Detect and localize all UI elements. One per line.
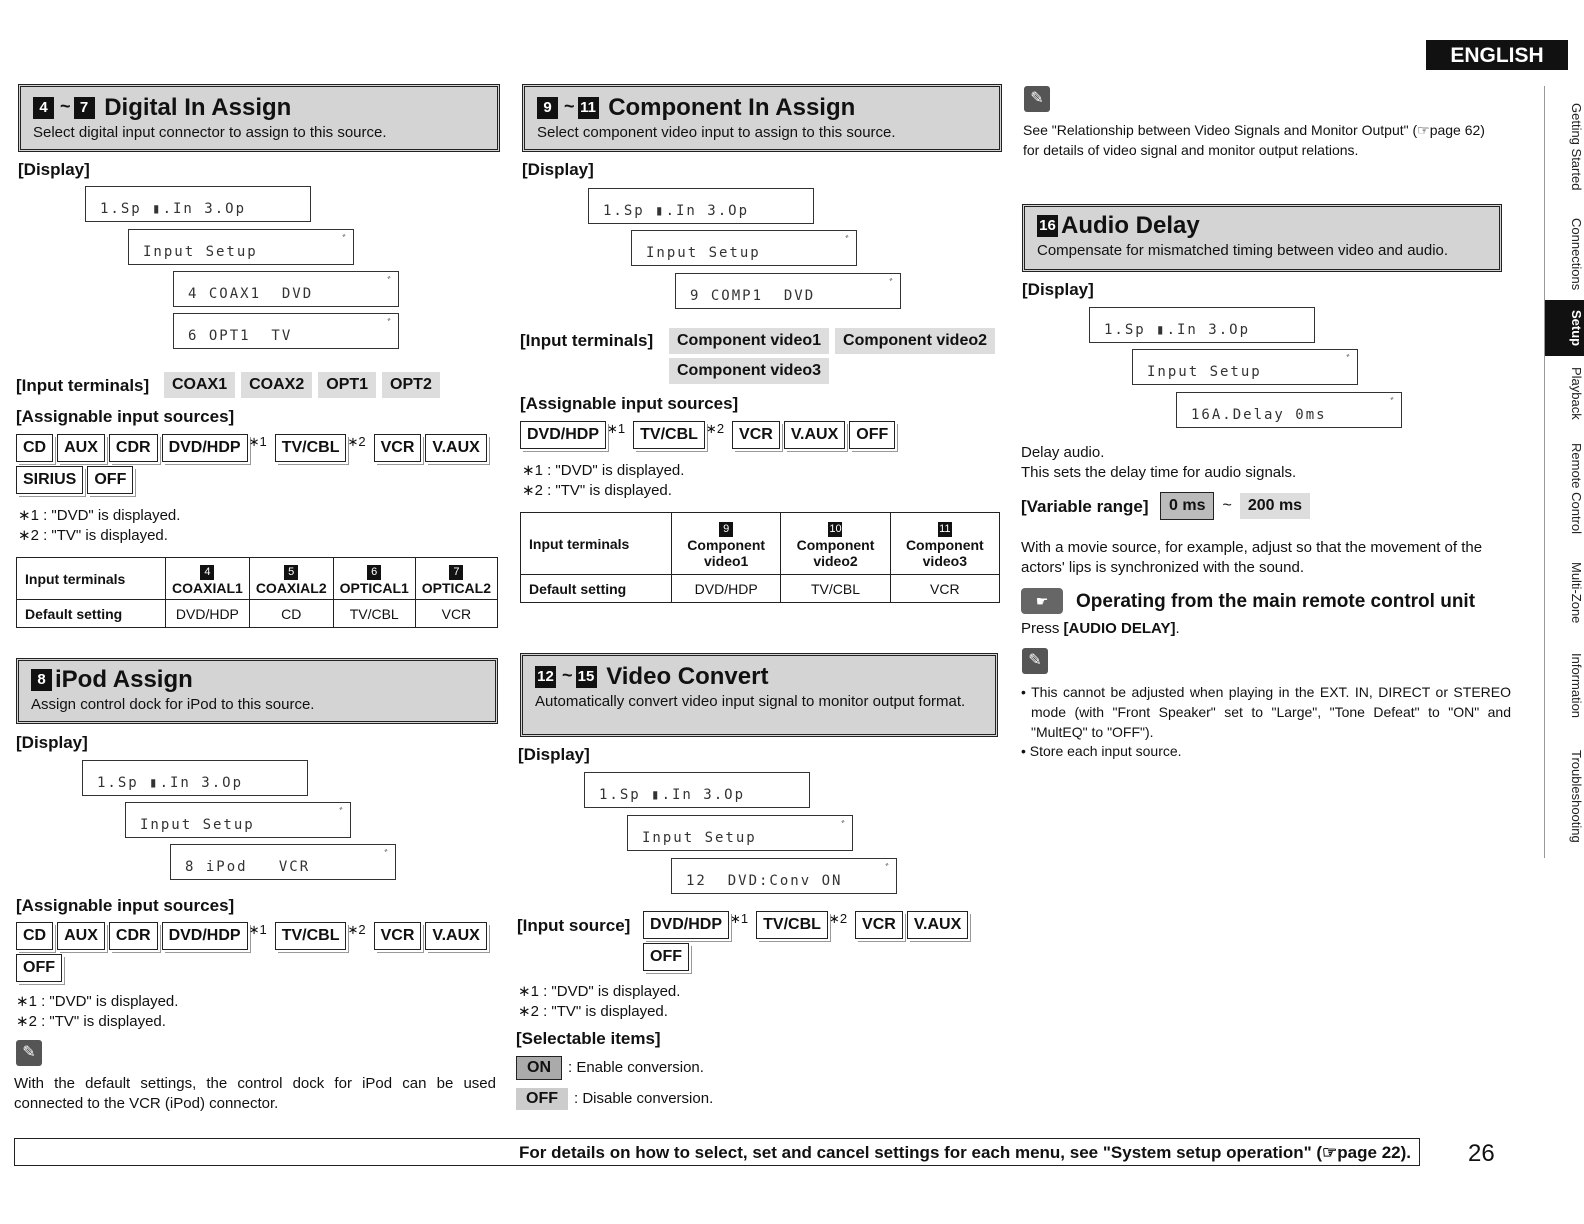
- range-min: 0 ms: [1160, 492, 1214, 520]
- source-vcr: VCR: [732, 421, 780, 449]
- page-number: 26: [1468, 1140, 1495, 1167]
- lcd-line-4: [173, 313, 399, 349]
- digital-terminals: [164, 372, 446, 398]
- step-number: 12: [535, 666, 556, 688]
- item-on-desc: : Enable conversion.: [568, 1059, 704, 1076]
- cursor-icon: ﾞ: [386, 317, 393, 331]
- display-label: [Display]: [18, 160, 90, 179]
- assignable-sources-label: [Assignable input sources]: [16, 896, 235, 915]
- lcd-text: 6 OPT1 TV: [188, 328, 293, 344]
- footnote-2: ∗2 : "TV" is displayed.: [518, 1003, 668, 1020]
- source-cd: CD: [16, 434, 53, 462]
- lcd-text: Input Setup: [646, 245, 761, 261]
- side-tab-information[interactable]: Information: [1544, 638, 1584, 734]
- footnote-1: ∗1 : "DVD" is displayed.: [18, 507, 181, 524]
- source-cdr: CDR: [109, 434, 158, 462]
- side-tab-playback[interactable]: Playback: [1544, 356, 1584, 430]
- video-convert-sources-row1: DVD/HDP ∗1 TV/CBL ∗2 VCR V.AUX: [643, 911, 968, 939]
- range-max: 200 ms: [1240, 493, 1310, 519]
- item-off-row: [516, 1088, 713, 1110]
- display-label: [Display]: [522, 160, 594, 179]
- footnote-2: ∗2 : "TV" is displayed.: [522, 482, 672, 499]
- audio-delay-subtitle: Compensate for mismatched timing between video and audio.: [1037, 242, 1449, 259]
- bullet-note-2: • Store each input source.: [1021, 743, 1182, 759]
- table-cell: 9 Component video1: [672, 513, 781, 575]
- section-title: [31, 665, 483, 695]
- lcd-text: Input Setup: [140, 817, 255, 833]
- terminal-opt2: OPT2: [382, 372, 440, 398]
- display-label: [Display]: [16, 733, 88, 752]
- table-cell: 7 OPTICAL2: [415, 558, 497, 600]
- section-title: 12 ~ 15 Video Convert: [535, 660, 983, 692]
- cursor-icon: ﾞ: [888, 277, 895, 291]
- movie-note: With a movie source, for example, adjust so that the movement of the actors' lips is synchronized with the sound.: [1021, 539, 1483, 576]
- ipod-footnote: With the default settings, the control dock for iPod can be used connected to the VCR (iPod) connector.: [14, 1075, 496, 1112]
- cursor-icon: ﾞ: [341, 233, 348, 247]
- lcd-text: Input Setup: [1147, 364, 1262, 380]
- footnote-1: ∗1 : "DVD" is displayed.: [16, 993, 179, 1010]
- video-convert-sources-row2: [643, 943, 689, 971]
- lcd-text: 12 DVD:Conv ON: [686, 873, 843, 889]
- ipod-sources-row1: CD AUX CDR DVD/HDP ∗1 TV/CBL ∗2 VCR V.AUX: [16, 922, 487, 950]
- audio-delay-section: [1022, 204, 1502, 272]
- audio-delay-key: [AUDIO DELAY]: [1063, 620, 1176, 637]
- footnote-2: ∗2 : "TV" is displayed.: [18, 527, 168, 544]
- item-on: ON: [516, 1056, 562, 1080]
- step-number: 8: [31, 669, 52, 691]
- item-off: OFF: [516, 1088, 568, 1110]
- source-vcr: VCR: [855, 911, 903, 939]
- audio-delay-title: Audio Delay: [1061, 212, 1200, 239]
- variable-range: [1160, 492, 1316, 520]
- source-vaux: V.AUX: [907, 911, 968, 939]
- lcd-text: Input Setup: [143, 244, 258, 260]
- ipod-assign-section: [16, 658, 498, 724]
- lcd-line-2: [631, 230, 857, 266]
- source-cdr: CDR: [109, 922, 158, 950]
- source-dvd-hdp: DVD/HDP: [162, 922, 248, 950]
- digital-title: Digital In Assign: [104, 94, 292, 121]
- lcd-line-1: 1.Sp ▮.In 3.Op: [82, 760, 308, 796]
- row-header: Default setting: [17, 600, 166, 628]
- item-off-desc: : Disable conversion.: [574, 1090, 714, 1107]
- table-cell: TV/CBL: [333, 600, 415, 628]
- section-title: 4 ~ 7 Digital In Assign: [33, 91, 485, 123]
- cursor-icon: ﾞ: [386, 275, 393, 289]
- component-in-assign-section: [522, 84, 1002, 152]
- input-terminals-label: [Input terminals]: [520, 331, 654, 350]
- lcd-line-3: [675, 273, 901, 309]
- side-tab-remote-control[interactable]: Remote Control: [1544, 430, 1584, 548]
- note-pencil-icon: ✎: [1024, 86, 1050, 112]
- step-number: 11: [578, 97, 599, 119]
- table-cell: DVD/HDP: [166, 600, 250, 628]
- bullet-text: Store each input source.: [1029, 743, 1182, 759]
- assignable-sources-label: [Assignable input sources]: [520, 394, 739, 413]
- terminal-opt1: OPT1: [318, 372, 376, 398]
- table-cell: VCR: [415, 600, 497, 628]
- source-vaux: V.AUX: [425, 434, 486, 462]
- footnote-1: ∗1 : "DVD" is displayed.: [522, 462, 685, 479]
- cursor-icon: ﾞ: [1345, 353, 1352, 367]
- video-convert-section: [520, 653, 998, 737]
- lcd-line-2: [128, 229, 354, 265]
- component-subtitle: Select component video input to assign to this source.: [537, 124, 896, 141]
- side-tab-setup[interactable]: Setup: [1544, 300, 1584, 356]
- lcd-line-3: [170, 844, 396, 880]
- step-number: 4: [33, 97, 54, 119]
- digital-default-table: [16, 557, 498, 628]
- bullet-note-1: • This cannot be adjusted when playing in the EXT. IN, DIRECT or STEREO mode (with "Front Speaker" set to "Large", "Tone Defeat" to "ON" and "MultEQ" to "OFF").: [1021, 684, 1511, 740]
- lcd-line-1: 1.Sp ▮.In 3.Op: [1089, 307, 1315, 343]
- display-label: [Display]: [1022, 280, 1094, 299]
- audio-delay-desc-2: This sets the delay time for audio signals.: [1021, 464, 1297, 481]
- component-sources: DVD/HDP ∗1 TV/CBL ∗2 VCR V.AUX OFF: [520, 421, 895, 449]
- input-source-label: [Input source]: [517, 916, 631, 935]
- video-convert-subtitle: Automatically convert video input signal to monitor output format.: [535, 693, 966, 710]
- source-off: OFF: [87, 466, 133, 494]
- remote-operation-title: Operating from the main remote control unit: [1076, 591, 1476, 612]
- ipod-sources-row2: [16, 954, 62, 982]
- footer-reference: For details on how to select, set and cancel settings for each menu, see "System setup operation" (☞page 22).: [14, 1138, 1420, 1166]
- digital-in-assign-section: [18, 84, 500, 152]
- terminal-component-video2: Component video2: [835, 328, 995, 354]
- display-label: [Display]: [518, 745, 590, 764]
- component-terminals-row2: [669, 358, 835, 384]
- note-pencil-icon: ✎: [16, 1040, 42, 1066]
- source-cd: CD: [16, 922, 53, 950]
- side-tab-multi-zone[interactable]: Multi-Zone: [1544, 548, 1584, 638]
- table-cell: 5 COAXIAL2: [249, 558, 333, 600]
- press-end: .: [1175, 620, 1180, 637]
- source-sirius: SIRIUS: [16, 466, 83, 494]
- source-vaux: V.AUX: [784, 421, 845, 449]
- video-convert-title: Video Convert: [606, 663, 769, 690]
- source-tv-cbl: TV/CBL: [275, 434, 347, 462]
- step-number: 16: [1037, 215, 1058, 237]
- lcd-line-3: [1176, 392, 1402, 428]
- lcd-line-2: [125, 802, 351, 838]
- lcd-text: 8 iPod VCR: [185, 859, 311, 875]
- source-tv-cbl: TV/CBL: [756, 911, 828, 939]
- bullet-text: This cannot be adjusted when playing in the EXT. IN, DIRECT or STEREO mode (with "Front Speaker" set to "Large", "Tone Defeat" to "ON" and "MultEQ" to "OFF").: [1031, 684, 1511, 740]
- source-off: OFF: [849, 421, 895, 449]
- side-tab-getting-started[interactable]: Getting Started: [1544, 86, 1584, 208]
- side-tab-troubleshooting[interactable]: Troubleshooting: [1544, 734, 1584, 858]
- row-header: Input terminals: [17, 558, 166, 600]
- source-aux: AUX: [57, 922, 105, 950]
- table-cell: 11 Component video3: [890, 513, 999, 575]
- source-tv-cbl: TV/CBL: [275, 922, 347, 950]
- ipod-title: iPod Assign: [55, 666, 193, 693]
- side-tab-connections[interactable]: Connections: [1544, 208, 1584, 300]
- cursor-icon: ﾞ: [844, 234, 851, 248]
- component-default-table: [520, 512, 1000, 603]
- selectable-items-label: [Selectable items]: [516, 1029, 661, 1048]
- digital-sources-row1: CD AUX CDR DVD/HDP ∗1 TV/CBL ∗2 VCR V.AUX: [16, 434, 487, 462]
- lcd-line-1: 1.Sp ▮.In 3.Op: [584, 772, 810, 808]
- variable-range-label: [Variable range]: [1021, 497, 1149, 516]
- source-dvd-hdp: DVD/HDP: [162, 434, 248, 462]
- section-title: [1037, 211, 1487, 241]
- lcd-line-1: 1.Sp ▮.In 3.Op: [85, 186, 311, 222]
- footnote-2: ∗2 : "TV" is displayed.: [16, 1013, 166, 1030]
- table-cell: 4 COAXIAL1: [166, 558, 250, 600]
- cursor-icon: ﾞ: [338, 806, 345, 820]
- terminal-component-video3: Component video3: [669, 358, 829, 384]
- table-cell: VCR: [890, 575, 999, 603]
- cursor-icon: ﾞ: [884, 862, 891, 876]
- source-off: OFF: [643, 943, 689, 971]
- terminal-component-video1: Component video1: [669, 328, 829, 354]
- cursor-icon: ﾞ: [1389, 396, 1396, 410]
- press-label: Press: [1021, 620, 1064, 637]
- digital-sources-row2: [16, 466, 133, 494]
- step-number: 9: [537, 97, 558, 119]
- lcd-text: 16A.Delay 0ms: [1191, 407, 1327, 423]
- row-header: Default setting: [521, 575, 672, 603]
- lcd-text: 9 COMP1 DVD: [690, 288, 816, 304]
- item-on-row: [516, 1056, 704, 1080]
- lcd-text: 4 COAX1 DVD: [188, 286, 314, 302]
- terminal-coax2: COAX2: [241, 372, 312, 398]
- lcd-line-1: 1.Sp ▮.In 3.Op: [588, 188, 814, 224]
- digital-subtitle: Select digital input connector to assign to this source.: [33, 124, 387, 141]
- range-separator: ~: [1222, 497, 1232, 514]
- source-vaux: V.AUX: [425, 922, 486, 950]
- input-terminals-label: [Input terminals]: [16, 376, 150, 395]
- source-off: OFF: [16, 954, 62, 982]
- cursor-icon: ﾞ: [383, 848, 390, 862]
- lcd-line-3: [173, 271, 399, 307]
- source-tv-cbl: TV/CBL: [633, 421, 705, 449]
- source-dvd-hdp: DVD/HDP: [643, 911, 729, 939]
- step-number: 7: [74, 97, 95, 119]
- table-cell: 10 Component video2: [781, 513, 890, 575]
- ipod-subtitle: Assign control dock for iPod to this source.: [31, 696, 315, 713]
- table-cell: 6 OPTICAL1: [333, 558, 415, 600]
- table-cell: TV/CBL: [781, 575, 890, 603]
- component-title: Component In Assign: [608, 94, 856, 121]
- section-title: 9 ~ 11 Component In Assign: [537, 91, 987, 123]
- audio-delay-desc-1: Delay audio.: [1021, 444, 1105, 461]
- table-cell: DVD/HDP: [672, 575, 781, 603]
- note-pencil-icon: ✎: [1022, 648, 1048, 674]
- source-dvd-hdp: DVD/HDP: [520, 421, 606, 449]
- cursor-icon: ﾞ: [840, 819, 847, 833]
- component-terminals: [669, 328, 1001, 354]
- row-header: Input terminals: [521, 513, 672, 575]
- assignable-sources-label: [Assignable input sources]: [16, 407, 235, 426]
- lcd-text: Input Setup: [642, 830, 757, 846]
- source-aux: AUX: [57, 434, 105, 462]
- source-vcr: VCR: [374, 922, 422, 950]
- source-vcr: VCR: [374, 434, 422, 462]
- step-number: 15: [576, 666, 597, 688]
- table-cell: CD: [249, 600, 333, 628]
- remote-control-icon: ☛: [1021, 588, 1063, 614]
- lcd-line-3: [671, 858, 897, 894]
- language-badge: ENGLISH: [1426, 40, 1568, 70]
- lcd-line-2: [627, 815, 853, 851]
- footnote-1: ∗1 : "DVD" is displayed.: [518, 983, 681, 1000]
- lcd-line-2: [1132, 349, 1358, 385]
- press-instruction: [1021, 619, 1180, 639]
- terminal-coax1: COAX1: [164, 372, 235, 398]
- video-signal-reference-note: See "Relationship between Video Signals and Monitor Output" (☞page 62) for details of video signal and monitor output relations.: [1023, 122, 1485, 158]
